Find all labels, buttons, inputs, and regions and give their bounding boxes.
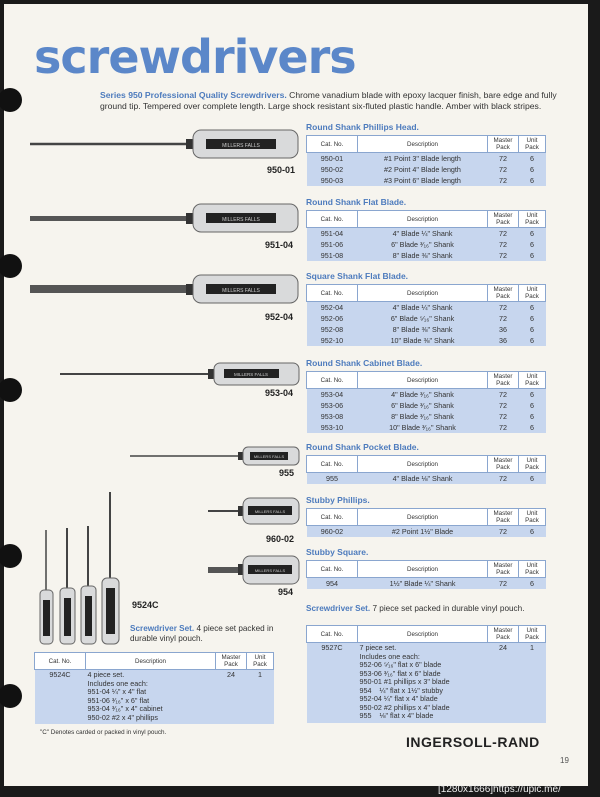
col-cat-header: Cat. No. (307, 372, 358, 389)
set7-table (306, 625, 546, 723)
tool-catalog-number: 955 (279, 468, 295, 478)
table-row (307, 313, 546, 324)
cell-desc: #2 Point 1½" Blade (358, 526, 488, 538)
col-cat-header: Cat. No. (307, 136, 358, 153)
cell-unit: 6 (519, 153, 546, 165)
cell-unit: 6 (519, 228, 546, 240)
cell-desc: 10" Blade ⅜" Shank (358, 335, 488, 346)
set4-label (130, 624, 280, 644)
cell-unit: 6 (519, 578, 546, 590)
section-table (306, 455, 546, 484)
cell-master: 72 (488, 578, 519, 590)
col-unit-header: Unit Pack (247, 653, 274, 670)
table-row (307, 239, 546, 250)
col-desc-header: Description (358, 372, 488, 389)
section-title: Square Shank Flat Blade. (306, 271, 409, 281)
col-unit-header: Unit Pack (519, 626, 546, 643)
cell-desc: 6" Blade ³⁄₁₆" Shank (358, 400, 488, 411)
table-row (307, 302, 546, 314)
cell-master: 72 (488, 228, 519, 240)
table-row (307, 324, 546, 335)
cell-cat: 953-08 (307, 411, 358, 422)
binder-hole (0, 88, 22, 112)
page-title: screwdrivers (34, 30, 356, 84)
cell-desc: #1 Point 3" Blade length (358, 153, 488, 165)
col-master-header: Master Pack (488, 509, 519, 526)
cell-cat: 954 (307, 578, 358, 590)
cell-cat: 952-10 (307, 335, 358, 346)
set-content-line: 951-06 ³⁄₁₆" x 6" flat (87, 695, 150, 705)
col-unit-header: Unit Pack (519, 136, 546, 153)
set-content-line: Includes one each: (87, 678, 148, 688)
set7-cat: 9527C (307, 643, 358, 723)
set4-title: Screwdriver Set. (130, 624, 195, 633)
table-row (307, 250, 546, 261)
section-title: Stubby Square. (306, 547, 369, 557)
col-unit-header: Unit Pack (519, 509, 546, 526)
cell-unit: 6 (519, 324, 546, 335)
set-content-line: 952-06 ⁵⁄₁₆" flat x 6" blade (359, 660, 442, 669)
cell-cat: 952-06 (307, 313, 358, 324)
cell-cat: 950-02 (307, 164, 358, 175)
cell-unit: 6 (519, 400, 546, 411)
table-row (307, 153, 546, 165)
cell-master: 72 (488, 400, 519, 411)
tool-catalog-number: 951-04 (265, 240, 294, 250)
catalog-page (4, 4, 588, 786)
cell-unit: 6 (519, 526, 546, 538)
col-cat-header: Cat. No. (307, 456, 358, 473)
tool-catalog-number: 960-02 (266, 534, 295, 544)
cell-desc: 8" Blade ⅜" Shank (358, 250, 488, 261)
col-master-header: Master Pack (488, 211, 519, 228)
intro-paragraph (100, 90, 558, 112)
col-master-header: Master Pack (216, 653, 247, 670)
cell-master: 72 (488, 175, 519, 186)
section-title: Round Shank Pocket Blade. (306, 442, 419, 452)
cell-cat: 960-02 (307, 526, 358, 538)
col-desc-header: Description (358, 626, 488, 643)
col-desc-header: Description (86, 653, 216, 670)
table-row (307, 422, 546, 433)
set7-unit: 1 (519, 643, 546, 723)
section-table (306, 284, 546, 346)
col-unit-header: Unit Pack (519, 456, 546, 473)
binder-hole (0, 544, 22, 568)
cell-master: 72 (488, 250, 519, 261)
tool-catalog-number: 954 (278, 587, 294, 597)
cell-cat: 952-04 (307, 302, 358, 314)
cell-cat: 951-08 (307, 250, 358, 261)
handle-brand: MILLERS FALLS (254, 568, 286, 573)
col-desc-header: Description (358, 509, 488, 526)
cell-desc: 6" Blade ⁵⁄₁₆" Shank (358, 313, 488, 324)
set-content-line: 953-04 ³⁄₁₆" x 4" cabinet (87, 704, 163, 713)
col-master-header: Master Pack (488, 285, 519, 302)
cell-master: 72 (488, 153, 519, 165)
tool-catalog-number: 953-04 (265, 388, 294, 398)
set-content-line: 952-04 ¼" flat x 4" blade (359, 694, 438, 703)
col-unit-header: Unit Pack (519, 561, 546, 578)
table-row (307, 164, 546, 175)
section-table (306, 210, 546, 261)
col-master-header: Master Pack (488, 626, 519, 643)
col-unit-header: Unit Pack (519, 211, 546, 228)
cell-master: 72 (488, 164, 519, 175)
screwdriver-illustration-953-04 (56, 359, 301, 389)
col-unit-header: Unit Pack (519, 372, 546, 389)
set-content-line: 955 ⅛" flat x 4" blade (359, 711, 434, 720)
section-title: Stubby Phillips. (306, 495, 370, 505)
cell-desc: 4" Blade ⅛" Shank (358, 473, 488, 485)
watermark: [1280x1666]https://upic.me/ (438, 784, 561, 795)
cell-master: 72 (488, 473, 519, 485)
tool-catalog-number: 9524C (132, 600, 159, 610)
cell-master: 72 (488, 302, 519, 314)
table-row (307, 335, 546, 346)
cell-master: 72 (488, 422, 519, 433)
binder-hole (0, 254, 22, 278)
col-unit-header: Unit Pack (519, 285, 546, 302)
handle-brand: MILLERS FALLS (254, 509, 286, 514)
cell-master: 72 (488, 239, 519, 250)
table-row (307, 400, 546, 411)
set7-master: 24 (488, 643, 519, 723)
cell-master: 36 (488, 324, 519, 335)
cell-cat: 955 (307, 473, 358, 485)
set7-contents (358, 643, 488, 723)
set-content-line: 950-01 #1 phillips x 3" blade (359, 677, 450, 686)
table-row (307, 175, 546, 186)
set4-text: 4 piece set packed in durable vinyl pouch. (130, 624, 274, 643)
screwdriver-illustration-951-04 (26, 201, 301, 237)
cell-master: 72 (488, 313, 519, 324)
tool-catalog-number: 950-01 (267, 165, 296, 175)
section-table (306, 560, 546, 589)
handle-brand: MILLERS FALLS (222, 288, 260, 294)
handle-brand: MILLERS FALLS (222, 217, 260, 223)
set4-table (34, 652, 274, 724)
set7-label (306, 604, 546, 614)
brand-logo: INGERSOLL-RAND (406, 734, 540, 750)
col-cat-header: Cat. No. (307, 509, 358, 526)
section-table (306, 508, 546, 537)
table-row (307, 578, 546, 590)
cell-unit: 6 (519, 250, 546, 261)
tool-catalog-number: 952-04 (265, 312, 294, 322)
screwdriver-illustration-960-02 (204, 496, 301, 526)
col-master-header: Master Pack (488, 456, 519, 473)
screwdriver-illustration-952-04 (26, 272, 301, 308)
cell-master: 72 (488, 411, 519, 422)
col-master-header: Master Pack (488, 561, 519, 578)
col-desc-header: Description (358, 211, 488, 228)
footnote: "C" Denotes carded or packed in vinyl pouch. (40, 729, 167, 736)
col-cat-header: Cat. No. (307, 285, 358, 302)
cell-unit: 6 (519, 239, 546, 250)
cell-unit: 6 (519, 313, 546, 324)
set7-text: 7 piece set packed in durable vinyl pouch. (370, 604, 525, 613)
col-cat-header: Cat. No. (307, 626, 358, 643)
set-content-line: 7 piece set. (359, 643, 397, 652)
table-row (307, 526, 546, 538)
handle-brand: MILLERS FALLS (253, 454, 285, 459)
cell-cat: 953-06 (307, 400, 358, 411)
cell-unit: 6 (519, 164, 546, 175)
table-row (307, 389, 546, 401)
intro-text: Chrome vanadium blade with epoxy lacquer finish, bare edge and fully ground tip. Tempered over complete length. Large shock resistant six-fluted plastic handle. Amber with black stripes. (100, 90, 557, 111)
cell-master: 36 (488, 335, 519, 346)
col-desc-header: Description (358, 456, 488, 473)
cell-desc: 6" Blade ³⁄₁₆" Shank (358, 239, 488, 250)
section-table (306, 135, 546, 186)
set-content-line: 954 ¼" flat x 1½" stubby (359, 685, 443, 695)
col-desc-header: Description (358, 561, 488, 578)
cell-cat: 953-10 (307, 422, 358, 433)
col-desc-header: Description (358, 285, 488, 302)
cell-unit: 6 (519, 411, 546, 422)
set-content-line: 951-04 ¼" x 4" flat (87, 687, 147, 696)
cell-cat: 953-04 (307, 389, 358, 401)
section-title: Round Shank Cabinet Blade. (306, 358, 423, 368)
col-cat-header: Cat. No. (307, 561, 358, 578)
screwdriver-illustration-954 (204, 554, 301, 586)
col-cat-header: Cat. No. (35, 653, 86, 670)
set4-master: 24 (216, 670, 247, 725)
set-content-line: 953-06 ³⁄₁₆" flat x 6" blade (359, 668, 441, 678)
set-content-line: 950-02 #2 x 4" phillips (87, 712, 158, 722)
cell-cat: 952-08 (307, 324, 358, 335)
col-cat-header: Cat. No. (307, 211, 358, 228)
page-number: 19 (560, 756, 569, 765)
screwdriver-illustration-955 (126, 444, 301, 468)
col-master-header: Master Pack (488, 136, 519, 153)
handle-brand: MILLERS FALLS (222, 143, 260, 149)
cell-desc: #3 Point 6" Blade length (358, 175, 488, 186)
handle-brand: MILLERS FALLS (233, 372, 269, 377)
set-content-line: Includes one each: (359, 651, 420, 661)
cell-unit: 6 (519, 335, 546, 346)
cell-desc: #2 Point 4" Blade length (358, 164, 488, 175)
col-desc-header: Description (358, 136, 488, 153)
cell-cat: 950-01 (307, 153, 358, 165)
cell-unit: 6 (519, 422, 546, 433)
cell-cat: 950-03 (307, 175, 358, 186)
set4-contents (86, 670, 216, 725)
cell-desc: 4" Blade ¼" Shank (358, 302, 488, 314)
screwdriver-set-illustration (34, 490, 129, 650)
intro-lead: Series 950 Professional Quality Screwdrivers. (100, 90, 287, 100)
section-title: Round Shank Phillips Head. (306, 122, 419, 132)
cell-unit: 6 (519, 389, 546, 401)
cell-desc: 4" Blade ¼" Shank (358, 228, 488, 240)
table-row (307, 228, 546, 240)
cell-desc: 4" Blade ³⁄₁₆" Shank (358, 389, 488, 401)
binder-hole (0, 684, 22, 708)
cell-desc: 8" Blade ⅜" Shank (358, 324, 488, 335)
section-title: Round Shank Flat Blade. (306, 197, 407, 207)
cell-master: 72 (488, 389, 519, 401)
cell-unit: 6 (519, 473, 546, 485)
set4-cat: 9524C (35, 670, 86, 725)
set4-unit: 1 (247, 670, 274, 725)
cell-unit: 6 (519, 302, 546, 314)
set7-title: Screwdriver Set. (306, 604, 371, 613)
cell-desc: 10" Blade ³⁄₁₆" Shank (358, 422, 488, 433)
set-content-line: 950-02 #2 phillips x 4" blade (359, 702, 450, 712)
cell-unit: 6 (519, 175, 546, 186)
section-table (306, 371, 546, 433)
cell-cat: 951-04 (307, 228, 358, 240)
cell-desc: 8" Blade ³⁄₁₆" Shank (358, 411, 488, 422)
binder-hole (0, 378, 22, 402)
set-content-line: 4 piece set. (87, 670, 125, 679)
table-row (307, 411, 546, 422)
cell-master: 72 (488, 526, 519, 538)
cell-desc: 1½" Blade ¼" Shank (358, 578, 488, 590)
screwdriver-illustration-950-01 (26, 126, 301, 162)
cell-cat: 951-06 (307, 239, 358, 250)
col-master-header: Master Pack (488, 372, 519, 389)
table-row (307, 473, 546, 485)
